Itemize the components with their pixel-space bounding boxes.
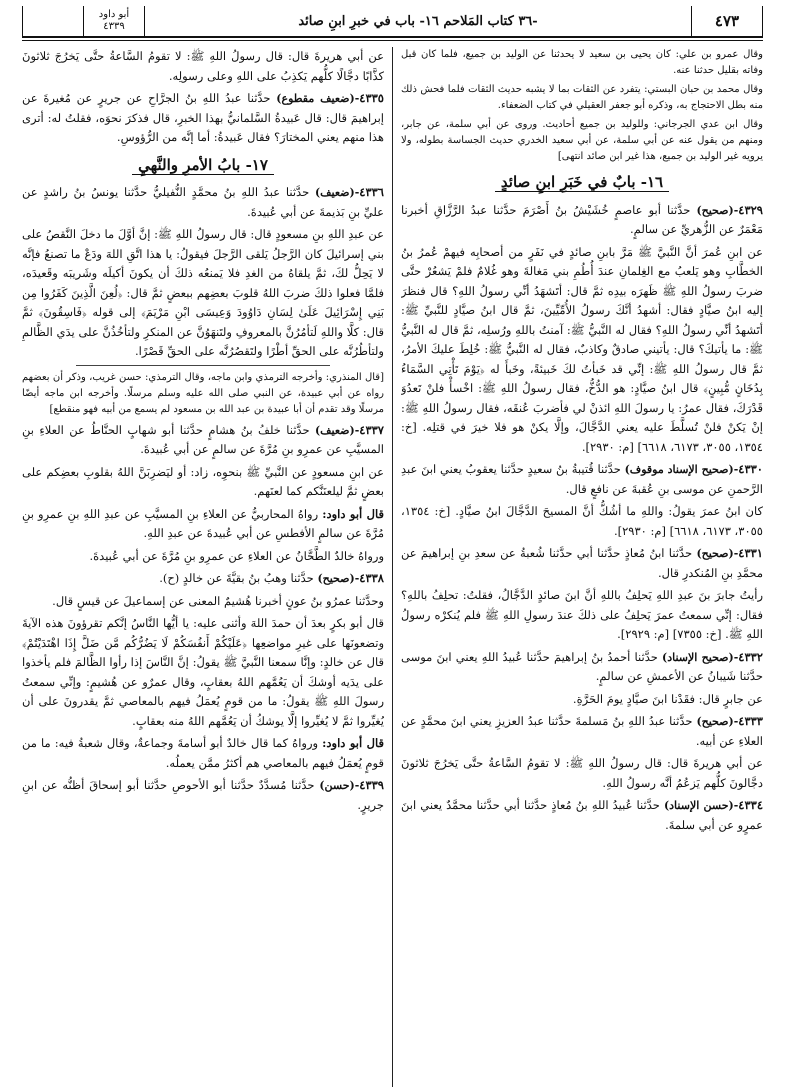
hadith-4335	[22, 89, 384, 148]
hadith-number: ٤٣٣٢	[738, 649, 763, 664]
hadith-grade: -(صحيح الإسناد)	[662, 650, 739, 664]
hadith-grade: -(صحيح)	[696, 547, 739, 560]
right-column	[401, 47, 763, 1087]
hadith-grade: -(صحيح)	[696, 715, 739, 728]
hadith-4332	[401, 648, 763, 687]
hadith-grade: -(صحيح الإسناد موقوف)	[624, 463, 739, 476]
hadith-text: حدَّثنا عُبيدُ اللهِ بنُ مُعاذٍ حدَّثنا أبي حدَّثنا محمَّدٌ يعني ابنَ عمرٍو عن أبي سلمةَ.	[401, 798, 763, 832]
hadith-4334	[401, 796, 763, 835]
hadith-4331	[401, 544, 763, 583]
remark-label: قال أبو داود:	[322, 506, 384, 521]
hadith-number: ٤٣٣٣	[738, 714, 763, 728]
two-column-body	[22, 47, 763, 1087]
hadith-number: ٤٣٣٦	[359, 185, 384, 199]
hadith-grade: -(حسن الإسناد)	[663, 799, 739, 812]
hadith-4336-body: عن عبدِ اللهِ بنِ مسعودٍ قال: قال رسولُ اللهِ ﷺ: إنَّ أوَّلَ ما دخلَ النَّقصُ على بني إسرائيلَ كان الرَّجلُ يَلقى الرَّجلَ فيقولُ: يا هذا اتَّقِ اللهَ ودَعْ ما تصنعُ فإنَّه لا يَحِلُّ لكَ، ثمَّ يلقاهُ من الغدِ فلا يَمنعُه ذلكَ أن يكونَ أكيلَه وشَريبَه وقَعيدَه، فلمَّا فعلوا ذلكَ ضربَ اللهُ قلوبَ بعضِهم ببعضٍ ثمَّ قال: ﴿لُعِنَ الَّذِينَ كَفَرُوا مِن بَنِي إِسْرَائِيلَ عَلَىٰ لِسَانِ دَاوُودَ وَعِيسَى ابْنِ مَرْيَمَ﴾ إلى قوله ﴿فَاسِقُونَ﴾ ثمَّ قال: كلَّا واللهِ لَتأمُرُنَّ بالمعروفِ ولتَنهَوُنَّ عن المنكرِ ولتأخُذُنَّ على يدَي الظَّالمِ ولتأطُرُنَّه على الحقِّ أطْرًا ولتَقصُرُنَّه على الحقِّ قَصْرًا.	[22, 227, 384, 358]
hadith-text: حدَّثنا عبدُ اللهِ بنُ مَسلمةَ حدَّثنا عبدُ العزيزِ يعني ابنَ محمَّدٍ عن العلاءِ عن أبيه.	[401, 714, 763, 748]
left-column	[22, 47, 384, 1087]
hadith-4338-body: قال أبو بكرٍ بعدَ أن حمدَ اللهَ وأثنى عليه: يا أيُّها النَّاسُ إنَّكم تقرؤونَ هذه الآيةَ وتضعونَها على غيرِ مواضعِها ﴿عَلَيْكُمْ أَنفُسَكُمْ لَا يَضُرُّكُم مَّن ضَلَّ إِذَا اهْتَدَيْتُمْ﴾ قال عن خالدٍ: وإنَّا سمعنا النَّبيَّ ﷺ يقولُ: إنَّ النَّاسَ إذا رأوا الظَّالمَ فلم يأخذوا على يدَيه أوشكَ أن يَعُمَّهم اللهُ بعقابٍ، وقال عمرٌو عن هُشيمٍ: وإنِّي سمعتُ رسولَ اللهِ ﷺ يقولُ: ما من قومٍ يُعمَلُ فيهم بالمعاصي ثمَّ يقدرونَ على أن يُغيِّروا ثمَّ لا يُغيِّروا إلَّا يوشكُ أن يَعُمَّهم اللهُ منه بعقابٍ.	[22, 616, 384, 728]
hadith-number: ٤٣٣٤	[738, 798, 763, 812]
remark-label: قال أبو داود:	[322, 736, 384, 750]
hadith-number: ٤٣٢٩	[738, 202, 763, 217]
header-book-hadith: ٤٣٣٩	[103, 21, 125, 32]
chapter-heading-17	[22, 156, 384, 176]
hadith-grade: -(ضعيف مقطوع)	[276, 92, 360, 105]
hadith-text: حدَّثنا عبدُ اللهِ بنُ الجرَّاحِ عن جريرٍ عن مُغيرةَ عن إبراهيمَ قال: قال عَبيدةُ السَّلمانيُّ بهذا الخبرِ، قال فذكرَ نحوَه، فقلتُ له: أترى هذا منهم يعني المختارَ؟ فقال عَبيدةُ: أما إنَّه من الرُّؤوسِ.	[22, 91, 384, 144]
hadith-text: حدَّثنا أحمدُ بنُ إبراهيمَ حدَّثنا عُبيدُ اللهِ يعني ابنَ موسى حدَّثنا شَيبانُ عن الأعمشِ عن سالمٍ.	[401, 649, 763, 683]
remark-text: ورواهُ كما قال خالدٌ أبو أسامةَ وجماعةٌ، وقال شعبةُ فيه: ما من قومٍ يُعمَلُ فيهم بالمعاصي هم أكثرُ ممَّن يعملُه.	[22, 736, 384, 770]
header-blank-cell	[22, 6, 84, 36]
note-3: وقال ابن عدي الجرجاني: وللوليد بن جميع أحاديث. وروى عن أبي سلمة، عن جابر، ومنهم من يقول عنه عن أبي سلمة، عن أبي سعيد الخدري حديث الجساسة بطوله، ولا يرويه غير الوليد بن جميع، هذا غير ابن صائد انتهى]	[401, 119, 763, 162]
hadith-number: ٤٣٣١	[738, 546, 763, 560]
hadith-grade: -(صحيح)	[696, 203, 739, 217]
note-1: وقال عمرو بن علي: كان يحيى بن سعيد لا يحدثنا عن الوليد بن جميع، فلما كان قبل وفاته بقليل حدثنا عنه.	[401, 49, 763, 76]
chapter-title: ١٧- بابُ الأمرِ والنَّهيِ	[132, 156, 274, 175]
hadith-text: حدَّثنا خلفُ بنُ هشامٍ حدَّثنا أبو شهابٍ الحنَّاطُ عن العلاءِ بنِ المسيَّبِ عن عمرِو بنِ مُرَّةَ عن سالمٍ عن أبي عُبيدةَ.	[22, 422, 384, 456]
hadith-4329	[401, 201, 763, 240]
hadith-4333-body: عن أبي هريرةَ قال: قال رسولُ اللهِ ﷺ: لا تقومُ السَّاعةُ حتَّى يَخرُجَ ثلاثونَ دجَّالونَ كلُّهم يَزعُمُ أنَّه رسولُ اللهِ.	[401, 756, 763, 790]
chapter-title: ١٦- بابٌ في خَبَرِ ابنِ صائدٍ	[495, 173, 669, 192]
remark-text: رواهُ المحاربيُّ عن العلاءِ بنِ المسيَّبِ عن عبدِ اللهِ بنِ عمرِو بنِ مُرَّةَ عن سالمٍ الأفطسِ عن أبي عُبيدةَ عن عبدِ اللهِ.	[22, 506, 384, 540]
divider-line	[392, 47, 393, 1087]
hadith-4336	[22, 183, 384, 222]
hadith-text: حدَّثنا أبو عاصمٍ خُشَيْشُ بنُ أَصْرَمَ حدَّثنا عبدُ الرَّزَّاقِ أخبرنا مَعْمَرٌ عن الزُّهريِّ عن سالمٍ.	[401, 202, 763, 236]
hadith-4337	[22, 421, 384, 460]
hadith-grade: -(ضعيف)	[314, 186, 360, 199]
hadith-text: حدَّثنا مُسدَّدٌ حدَّثنا أبو الأحوصِ حدَّثنا أبو إسحاقَ أظنُّه عن ابنِ جريرٍ.	[22, 778, 384, 812]
hadith-4333	[401, 712, 763, 751]
hadith-text: حدَّثنا قُتيبةُ بنُ سعيدٍ حدَّثنا يعقوبُ يعني ابنَ عبدِ الرَّحمنِ عن موسى بنِ عُقبةَ عن نافعٍ قال.	[401, 462, 763, 496]
hadith-text: حدَّثنا عبدُ اللهِ بنُ محمَّدٍ النُّفيليُّ حدَّثنا يونسُ بنُ راشدٍ عن عليِّ بنِ بَذيمةَ عن أبي عُبيدةَ.	[22, 185, 384, 219]
abu-dawud-remark-1-more: ورواهُ خالدٌ الطَّحَّانُ عن العلاءِ عن عمرِو بنِ مُرَّةَ عن أبي عُبيدةَ.	[89, 548, 384, 563]
hadith-4331-body: رأيتُ جابرَ بنَ عبدِ اللهِ يَحلِفُ باللهِ أنَّ ابنَ صائدٍ الدَّجَّالُ، فقلتُ: تحلِفُ باللهِ؟ فقال: إنِّي سمعتُ عمرَ يَحلِفُ على ذلكَ عندَ رسولِ اللهِ ﷺ فلم يُنكرْه رسولُ اللهِ ﷺ. [خ: ٧٣٥٥] [م: ٢٩٢٩].	[401, 588, 763, 641]
hadith-4332-body: عن جابرٍ قال: فقَدْنا ابنَ صيَّادٍ يومَ الحَرَّةِ.	[572, 691, 763, 706]
hadith-4337-body: عن ابنِ مسعودٍ عن النَّبيِّ ﷺ بنحوِه، زاد: أو ليَضرِبَنَّ اللهُ بقلوبِ بعضِكم على بعضٍ ثمَّ ليلعنَنَّكم كما لعنَهم.	[22, 464, 384, 498]
page-number: ٤٧٣	[692, 6, 763, 36]
note-2: وقال محمد بن حبان البستي: يتفرد عن الثقات بما لا يشبه حديث الثقات فلما فحش ذلك منه بطل الاحتجاج به، وذكره أبو جعفر العقيلي في كتاب الضعفاء.	[401, 84, 763, 111]
hadith-number: ٤٣٣٧	[359, 422, 384, 437]
hadith-4338	[22, 569, 384, 589]
header-book-cell	[84, 6, 145, 36]
hadith-4330-body: كان ابنُ عمرَ يقولُ: واللهِ ما أشُكُّ أنَّ المسيحَ الدَّجَّالَ ابنُ صيَّادٍ. [خ: ١٣٥٤، ٣٠٥٥، ٦١٧٣، ٦٦١٨] [م: ٢٩٣٠].	[401, 504, 763, 538]
hadith-number: ٤٣٣٥	[359, 91, 384, 105]
hadith-grade: -(صحيح)	[317, 572, 360, 585]
left-intro: عن أبي هريرةَ قال: قال رسولُ اللهِ ﷺ: لا تقومُ السَّاعةُ حتَّى يَخرُجَ ثلاثونَ كذَّابًا دجَّالًا كلُّهم يَكذِبُ على اللهِ وعلى رسولِه.	[22, 49, 384, 83]
hadith-number: ٤٣٣٩	[359, 778, 384, 792]
hadith-4329-body: عن ابنِ عُمرَ أنَّ النَّبيَّ ﷺ مَرَّ بابنِ صائدٍ في نَفَرٍ من أصحابِه فيهمْ عُمرُ بنُ الخطَّابِ وهو يَلعبُ مع الغِلمانِ عندَ أُطُمِ بني مَغالةَ وهو غُلامٌ فلمْ يَشعُرْ حتَّى ضربَ رسولُ اللهِ ﷺ ظَهرَه بيدِه ثمَّ قال: أتَشهَدُ أنِّي رسولُ اللهِ؟ قال فنظرَ إليه ابنُ صيَّادٍ فقال: أشهدُ أنَّكَ رسولُ الأُمِّيِّينَ، ثمَّ قال ابنُ صيَّادٍ للنَّبيِّ ﷺ: أتَشهدُ أنِّي رسولُ اللهِ؟ فقال له النَّبيُّ ﷺ: آمنتُ باللهِ ورُسلِه، ثمَّ قال له النَّبيُّ ﷺ: ما يأتيكَ؟ قال: يأتيني صادقٌ وكاذبٌ، فقال له النَّبيُّ ﷺ: خُلِطَ عليكَ الأمرُ، ثمَّ قال رسولُ اللهِ ﷺ: إنِّي قد خَبأتُ لكَ خَبيئةً، وخَبأَ له ﴿يَوْمَ تَأْتِي السَّمَاءُ بِدُخَانٍ مُّبِينٍ﴾ قال ابنُ صيَّادٍ: هو الدُّخُّ، فقال رسولُ اللهِ ﷺ: اخْسأْ فلنْ تَعدُوَ قَدْرَكَ، فقال عمرُ: يا رسولَ اللهِ ائذنْ لي فأضربَ عُنقَه، فقال رسولُ اللهِ ﷺ: إنْ يَكنْ فلنْ تُسلَّطَ عليه يعني الدَّجَّالَ، وإلَّا يكنْ هو فلا خيرَ في قتلِه. [خ: ١٣٥٤، ٣٠٥٥، ٦١٧٣، ٦٦١٨] [م: ٢٩٣٠].	[401, 244, 763, 454]
hadith-number: ٤٣٣٠	[738, 462, 763, 476]
abu-dawud-remark-2	[22, 734, 384, 773]
hadith-4336-note: [قال المنذري: وأخرجه الترمذي وابن ماجه، وقال الترمذي: حسن غريب، وذكر أن بعضهم رواه عن أبي عبيدة، عن النبي صلى الله عليه وسلم مرسلًا. وأخرجه ابن ماجه أيضًا مرسلًا وقد تقدم أن أبا عبيدة بن عبد الله بن مسعود لم يسمع من أبيه فهو منقطع]	[22, 371, 384, 415]
hadith-4338-chain: وحدَّثنا عمرُو بنُ عونٍ أخبرنا هُشيمٌ المعنى عن إسماعيلَ عن قيسٍ قال.	[52, 593, 384, 608]
note-separator	[76, 365, 329, 366]
hadith-text: حدَّثنا وهبُ بنُ بقيَّةَ عن خالدٍ (ح).	[159, 571, 318, 585]
chapter-heading-16	[401, 173, 763, 193]
hadith-number: ٤٣٣٨	[359, 571, 384, 585]
column-divider	[384, 47, 401, 1087]
page-header	[22, 6, 763, 38]
hadith-4339	[22, 776, 384, 815]
hadith-4330	[401, 460, 763, 499]
header-rule	[22, 40, 763, 41]
hadith-grade: -(ضعيف)	[314, 423, 360, 437]
abu-dawud-remark-1	[22, 505, 384, 544]
header-book-name: أبو داود	[98, 9, 130, 20]
running-title: -٣٦ كتاب المَلاحم ١٦- باب في خبرِ ابنِ صائد	[145, 6, 692, 36]
hadith-grade: -(حسن)	[319, 779, 360, 792]
hadith-text: حدَّثنا ابنُ مُعاذٍ حدَّثنا أبي حدَّثنا شُعبةُ عن سعدِ بنِ إبراهيمَ عن محمَّدِ بنِ المُنكدرِ قال.	[401, 546, 763, 580]
